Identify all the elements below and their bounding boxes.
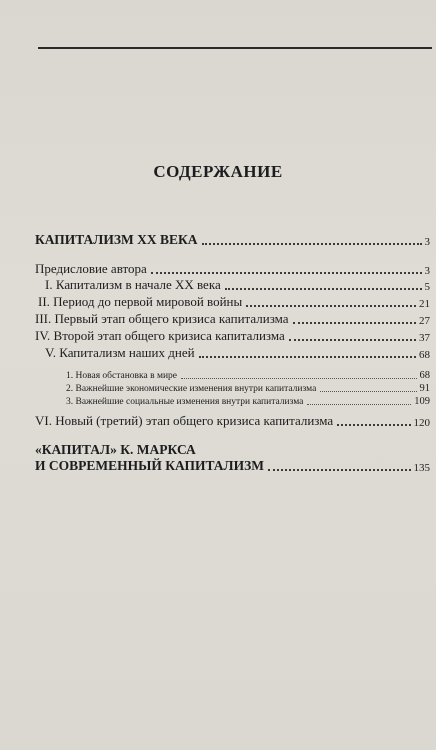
toc-entry-label: Предисловие автора [35, 261, 147, 276]
toc-part-2-page: 135 [413, 462, 430, 474]
toc-entry-page: 21 [419, 298, 430, 310]
toc-entry-page: 120 [413, 417, 430, 429]
toc-entry [0, 311, 436, 327]
leader-dots [337, 423, 410, 426]
toc-entry [0, 261, 436, 277]
toc-subentry-page: 91 [419, 383, 430, 394]
toc-entry [0, 277, 436, 293]
toc-entry-label: II. Период до первой мировой войны [38, 294, 243, 309]
toc-entry [0, 328, 436, 344]
toc-subentry-label: 2. Важнейшие экономические изменения внутри капитализма [66, 384, 317, 394]
toc-entry-label: I. Капитализм в начале XX века [45, 277, 221, 292]
toc-entry-label: V. Капитализм наших дней [45, 345, 195, 360]
leader-dots [268, 468, 411, 471]
toc-entry [0, 294, 436, 310]
toc-part-2-line-2: И СОВРЕМЕННЫЙ КАПИТАЛИЗМ [35, 458, 264, 473]
leader-dots [199, 355, 416, 358]
leader-dots [293, 321, 416, 324]
leader-dots [151, 271, 422, 274]
toc-entry-page: 37 [419, 332, 430, 344]
toc-subentry-label: 3. Важнейшие социальные изменения внутри капитализма [66, 397, 304, 407]
toc-entry-label: III. Первый этап общего кризиса капитализма [35, 311, 289, 326]
toc-title: СОДЕРЖАНИЕ [153, 162, 283, 181]
header-rule [38, 47, 432, 49]
toc-part-2-line-1: «КАПИТАЛ» К. МАРКСА [35, 442, 196, 457]
leader-dots [307, 403, 411, 405]
toc-part-1-page: 3 [424, 236, 430, 248]
toc-part-1 [0, 232, 436, 248]
toc-subentry-page: 109 [414, 396, 430, 407]
leader-dots [202, 242, 422, 245]
toc-entry-page: 27 [419, 315, 430, 327]
toc-entry-page: 3 [424, 265, 430, 277]
toc-subentry [0, 391, 436, 407]
toc-part-2 [0, 458, 436, 474]
toc-entry-label: IV. Второй этап общего кризиса капитализма [35, 328, 285, 343]
leader-dots [225, 287, 422, 290]
toc-part-1-title: КАПИТАЛИЗМ XX ВЕКА [35, 232, 198, 247]
leader-dots [246, 304, 416, 307]
toc-subentry-label: 1. Новая обстановка в мире [66, 371, 178, 381]
toc-entry-page: 5 [424, 281, 430, 293]
toc-subentry-page: 68 [419, 370, 430, 381]
toc-entry [0, 345, 436, 361]
toc-entry-page: 68 [419, 349, 430, 361]
toc-entry-label: VI. Новый (третий) этап общего кризиса капитализма [35, 413, 334, 428]
toc-entry [0, 413, 436, 429]
leader-dots [289, 338, 416, 341]
